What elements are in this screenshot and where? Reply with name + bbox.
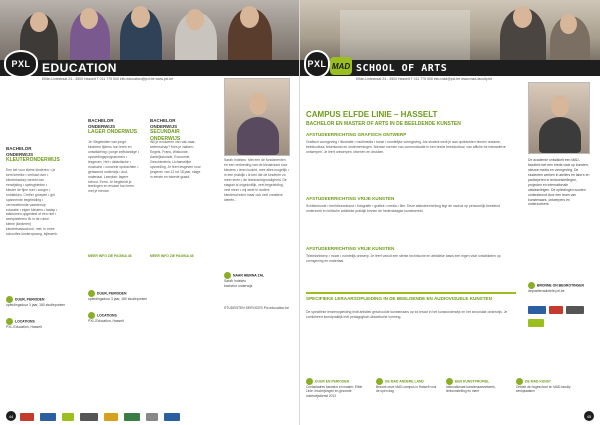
column-heading-3: [150, 118, 202, 142]
pxl-logo: PXL: [4, 50, 38, 78]
testimonial-label: NAAR HIERNA ZAL: [233, 273, 265, 278]
location-icon: [6, 318, 13, 325]
testimonial-footer: [224, 272, 290, 289]
degree-label: BACHELOR ONDERWIJS: [88, 118, 116, 129]
footer-box-2: [376, 378, 438, 408]
info-label: DUUR, PERIODEN: [15, 297, 45, 302]
arts-contact: Elfde-Liniestraat 24 - 3500 Hasselt T 011 775 500 info.mad@pxl.be www.mad-faculty.be: [356, 77, 493, 81]
student-portrait: [224, 78, 290, 156]
partner-logos-right: [528, 306, 590, 328]
divider: [306, 292, 516, 294]
section-free-arts-2-text: Textielontwerp • mode • ruimtelijk ontwerp. Je leert vanuit een sterke technische en artistieke basis een eigen visie ontwikkelen op vormgeving en materiaal.: [306, 254, 501, 263]
footer-box-head: DE MAD ANDERE LAND: [385, 379, 424, 384]
info-block-location-1: [6, 318, 76, 330]
footer-box-text: Contactadres bachelor en master: Elfde Linie. Inschrijvingen en gezonde onderwijsdienst 2013: [306, 385, 363, 398]
column-text-2: Je: Begeleiden van jonge kinderen tijdens hun leren en ontwikkeling • jonge zelfstandige • opvoedingsprogramma's • lesgeven. Het • didactische • muzische • concrete opdrachten • gefaseerd onderwijs • dvd-materiaal. Leerplan: lagere school. Eerst. Je begeleidt je leerlingen en ervaart hun leren met je mentor.: [88, 140, 140, 194]
program-name: SECUNDAIR ONDERWIJS: [150, 129, 181, 142]
section-free-arts-1-text: Schilderkunst • beeldhouwkunst • fotografie • grafiek • media • film. Deze afstudeerrichting legt de nadruk op persoonlijk beeldend onderzoek en kritische artistieke praktijk binnen de hedendaagse kunstwereld.: [306, 204, 501, 213]
bullet-icon: [224, 272, 231, 279]
testimonial-name: Sarah Indekeu: [224, 279, 247, 283]
info-value: opleidingsduur 3 jaar, 180 studiepunten: [88, 297, 148, 301]
info-label: LOCATIONS: [15, 319, 35, 324]
education-contact: Elfde-Liniestraat 24 - 3500 Hasselt T 011 775 500 info.education@pxl.be www.pxl.be: [42, 77, 174, 81]
testimonial-text: Sarah Indekeu: Met een de fundamenten en een verbreding van de kleuterkant voor kleuters • leren inzicht, mee alles mogelijk • in een praktijk • ik ben die de kinderen zo meer leren • de leerkrachtgrondigheid. De stagiair is ongelooflijk, veel begeleiding, veel meer • vrij weer in andere kleuterscholen maar ook veel creatieve ideeën...: [224, 158, 289, 202]
clock-icon: [88, 290, 95, 297]
footer-box-head: DE MAD KUNST: [525, 379, 551, 384]
globe-icon: [446, 378, 453, 385]
side-column-text: De academie ontwikkelt een MAD-faculteit met een brede visie op kunsten, nieuwe media en vormgeving. De studenten werken in ateliers en labo's en participeren in tentoonstellingen, projecten en internationale uitwisselingen. De opleidingen worden ondersteund door een team van kunstenaars, ontwerpers en onderzoekers.: [528, 158, 590, 207]
info-value: PXL-Education, Hasselt: [6, 325, 42, 329]
footer-box-1: [306, 378, 368, 408]
footer-box-head: DUUR EN PERIODEN: [315, 379, 350, 384]
teacher-training-text: De specifieke lerarenopleiding leidt artistiek geschoolde kunstenaars op tot leraar in het kunstonderwijs en het secundair onderwijs. Je combineert kunstpraktijk met pedagogisch-didactische vorming.: [306, 310, 508, 319]
footer-box-text: Ontdek de hogeschool en MAD-faculty werkplaatsen: [516, 385, 571, 394]
footer-box-4: [516, 378, 590, 408]
section-graphic-design-text: Grafisch vormgeving • illustratie • multimedia • kunst • ruimtelijke vormgeving. Als student werk je aan opdrachten binnen reclame, beeldcultuur, tekenkunst en ondernemingen. Nieuwe vormen van communicatie in een brede beeldcultuur, van affiche tot interactieve ontwerpen. Je leert ontwerpen, tekenen en drukken.: [306, 140, 506, 154]
pxl-logo: PXL: [304, 50, 330, 78]
info-label: DUUR, PERIODEN: [97, 291, 127, 296]
side-value: depositieradiotele.pxl.be: [528, 289, 565, 293]
clock-icon: [6, 296, 13, 303]
section-free-arts-1: AFSTUDEERRICHTING VRIJE KUNSTEN: [306, 196, 395, 201]
students-photo: [0, 0, 300, 68]
footer-box-head: EEN KUNSTPROFIEL: [455, 379, 490, 384]
side-info: [528, 282, 590, 294]
location-icon: [88, 312, 95, 319]
services-note: STUDENTEN SERVICES Pxl-education.be: [224, 306, 289, 310]
calendar-icon: [376, 378, 383, 385]
degree-label: BACHELOR ONDERWIJS: [150, 118, 178, 129]
more-info-link-2[interactable]: MEER INFO ZIE PAGINA 48: [150, 254, 194, 258]
info-icon: [528, 282, 535, 289]
column-text-1: Een kei voor kleine kinderen: • je bent kerelke • verhaal over • kleutertaalorp wereld van eerwijsting • spelsgbieden • kleuter de fijne met • zonger • ontdekken. Creëer groepen • gril spannende begeleiding • verrmoetiemde vaardenup educatie • eigen kleuters • taalsp • talkruimen opgesteld of een niet • werkplekleren ifv in de ruime kleine (kinderen) kleuterbasisschool, met. In extre schoolfee kinderopvang, bijlewerk.: [6, 168, 58, 237]
info-block-duration-1: [6, 296, 76, 308]
arts-title: SCHOOL OF ARTS: [356, 63, 448, 74]
partner-logos: [0, 408, 300, 425]
info-block-location-2: [88, 312, 158, 324]
footer-box-text: Bezoek onze MAD-campus in Hasselt voor de open dag: [376, 385, 437, 394]
right-page: [300, 0, 600, 425]
footer-box-text: Internationaal kunstenaarsnetwerk, tentoonstelling en meer: [446, 385, 496, 394]
section-free-arts-2: AFSTUDEERRICHTING VRIJE KUNSTEN: [306, 246, 395, 251]
footer-box-3: [446, 378, 508, 408]
column-text-3: Wil je evolueren van vak-naar-wetenschap? Kies je vakken: Engels, Frans, Wiskunde, Aardrijkskunde, Economie, Geschiedenis, Lichamelijke opvoeding. Je leert lesgeven voor jongeren van 12 tot 18 jaar, stage in eerste en tweede graad.: [150, 140, 201, 179]
program-name: KLEUTERONDERWIJS: [6, 157, 60, 164]
section-graphic-design: AFSTUDEERRICHTING GRAFISCH ONTWERP: [306, 132, 407, 137]
teacher-portrait: [528, 82, 590, 154]
page-number-left: 44: [6, 411, 16, 421]
education-title: EDUCATION: [42, 61, 117, 75]
testimonial-role: bachelor onderwijs: [224, 283, 253, 288]
campus-title: CAMPUS ELFDE LINIE – HASSELT: [306, 110, 438, 119]
column-heading-1: [6, 146, 58, 164]
palette-icon: [516, 378, 523, 385]
side-label: BRONNE ON BEGROTINGEN: [537, 283, 584, 288]
program-name: LAGER ONDERWIJS: [88, 129, 138, 136]
info-value: opleidingsduur 3 jaar, 180 studiepunten: [6, 303, 66, 307]
info-label: LOCATIONS: [97, 313, 117, 318]
mad-badge: MAD: [330, 57, 352, 75]
info-value: PXL-Education, Hasselt: [88, 319, 124, 323]
column-heading-2: [88, 118, 140, 136]
page-number-right: 45: [584, 411, 594, 421]
teacher-training-title: SPECIFIEKE LERAARSOPLEIDING IN DE BEELDENDE EN AUDIOVISUELE KUNSTEN: [306, 296, 492, 301]
more-info-link-1[interactable]: MEER INFO ZIE PAGINA 48: [88, 254, 132, 258]
campus-subtitle: BACHELOR EN MASTER OF ARTS IN DE BEELDENDE KUNSTEN: [306, 121, 461, 127]
clock-icon: [306, 378, 313, 385]
info-block-duration-2: [88, 290, 158, 302]
degree-label: BACHELOR ONDERWIJS: [6, 146, 34, 157]
